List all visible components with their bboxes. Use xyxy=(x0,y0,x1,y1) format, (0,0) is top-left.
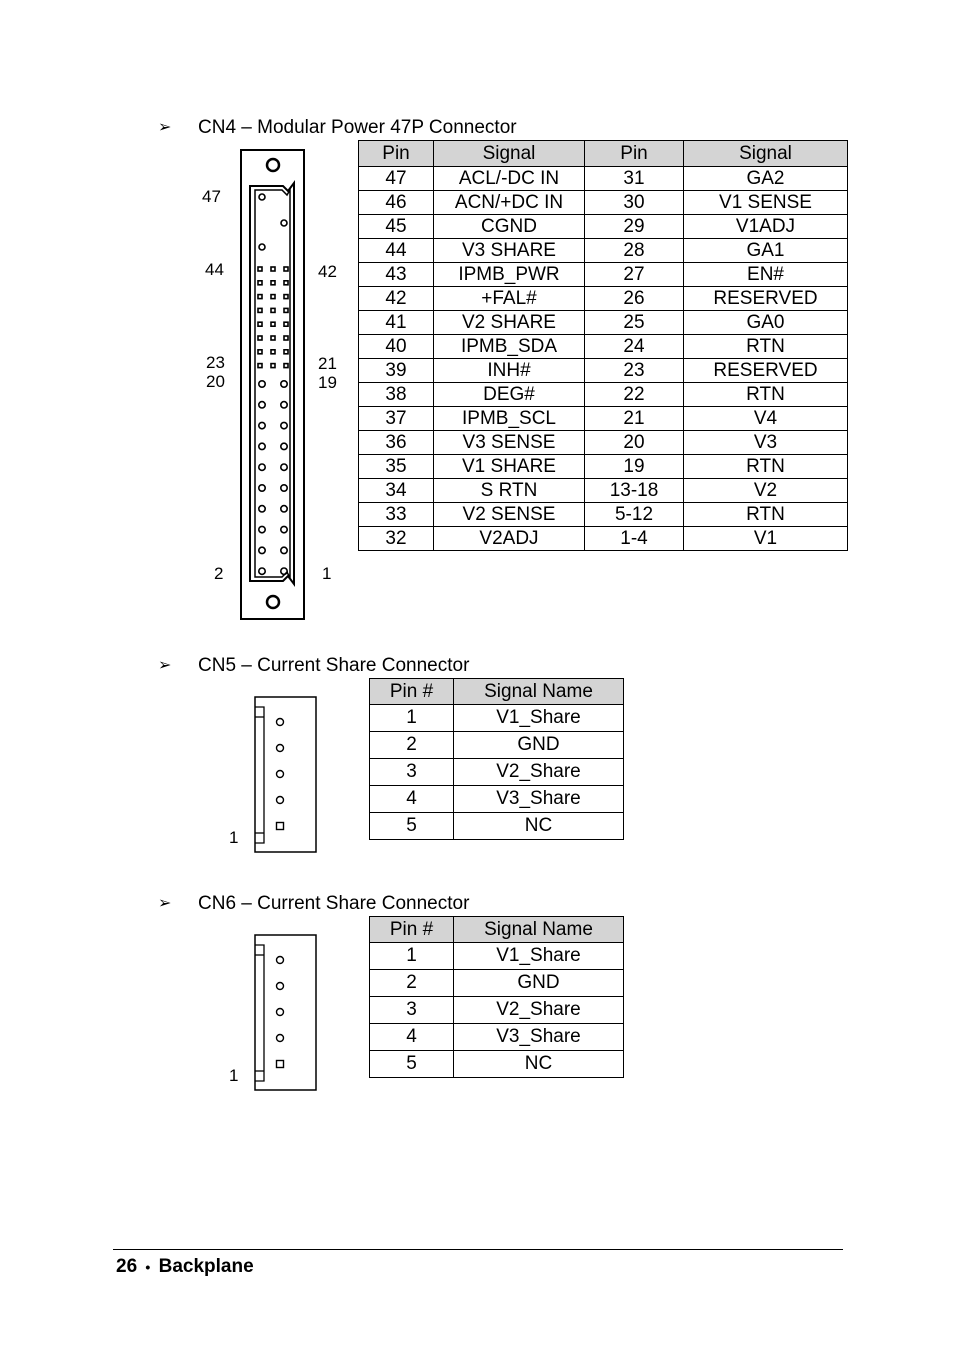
table-row xyxy=(359,263,848,287)
table-row xyxy=(359,383,848,407)
column-header-pin-number: Pin # xyxy=(370,679,454,705)
table-row xyxy=(359,407,848,431)
cn6-heading xyxy=(158,893,469,915)
table-row xyxy=(359,527,848,551)
signal-cell: RTN xyxy=(684,383,848,407)
table-row xyxy=(370,705,624,732)
signal-name-cell: V2_Share xyxy=(454,997,624,1024)
cn5-connector-diagram xyxy=(252,695,320,855)
signal-cell: CGND xyxy=(434,215,585,239)
signal-cell: V2 xyxy=(684,479,848,503)
arrowhead-bullet-icon: ➢ xyxy=(158,119,172,136)
signal-name-cell: GND xyxy=(454,732,624,759)
signal-name-cell: V3_Share xyxy=(454,786,624,813)
pin-cell: 47 xyxy=(359,167,434,191)
column-header-signal-name: Signal Name xyxy=(454,679,624,705)
table-row xyxy=(359,335,848,359)
signal-name-cell: NC xyxy=(454,813,624,840)
pin-number-cell: 4 xyxy=(370,1024,454,1051)
signal-cell: INH# xyxy=(434,359,585,383)
column-header-signal: Signal xyxy=(434,141,585,167)
pin-cell: 5-12 xyxy=(585,503,684,527)
pin-number-cell: 5 xyxy=(370,813,454,840)
table-row xyxy=(370,1024,624,1051)
signal-name-cell: V1_Share xyxy=(454,943,624,970)
footer-separator: • xyxy=(145,1259,151,1275)
signal-cell: EN# xyxy=(684,263,848,287)
signal-cell: V1 SHARE xyxy=(434,455,585,479)
pin-cell: 26 xyxy=(585,287,684,311)
pin-cell: 38 xyxy=(359,383,434,407)
pin-number-cell: 4 xyxy=(370,786,454,813)
pin-cell: 36 xyxy=(359,431,434,455)
cn6-pin-table xyxy=(369,916,624,1078)
table-row xyxy=(359,311,848,335)
cn6-connector-diagram xyxy=(252,933,320,1093)
column-header-pin-number: Pin # xyxy=(370,917,454,943)
cn5-header-row xyxy=(370,679,624,705)
pin-cell: 33 xyxy=(359,503,434,527)
pin-cell: 21 xyxy=(585,407,684,431)
cn6-pin1-label: 1 xyxy=(229,1066,239,1085)
arrowhead-bullet-icon: ➢ xyxy=(158,895,172,912)
signal-cell: GA1 xyxy=(684,239,848,263)
cn4-heading-text: CN4 – Modular Power 47P Connector xyxy=(198,117,517,138)
signal-cell: V1ADJ xyxy=(684,215,848,239)
pin-cell: 46 xyxy=(359,191,434,215)
pin-cell: 13-18 xyxy=(585,479,684,503)
pin-cell: 41 xyxy=(359,311,434,335)
pin-cell: 40 xyxy=(359,335,434,359)
table-row xyxy=(370,1051,624,1078)
pin-cell: 35 xyxy=(359,455,434,479)
table-row xyxy=(359,503,848,527)
signal-cell: +FAL# xyxy=(434,287,585,311)
table-row xyxy=(370,786,624,813)
pin-cell: 19 xyxy=(585,455,684,479)
pin-number-cell: 2 xyxy=(370,970,454,997)
pin-cell: 44 xyxy=(359,239,434,263)
pin-cell: 45 xyxy=(359,215,434,239)
pin-label-42: 42 xyxy=(318,262,337,281)
pin-number-cell: 2 xyxy=(370,732,454,759)
signal-cell: S RTN xyxy=(434,479,585,503)
column-header-pin: Pin xyxy=(359,141,434,167)
pin-cell: 1-4 xyxy=(585,527,684,551)
signal-cell: V1 xyxy=(684,527,848,551)
pin-cell: 32 xyxy=(359,527,434,551)
pin-cell: 23 xyxy=(585,359,684,383)
pin-label-19: 19 xyxy=(318,373,337,392)
signal-cell: V3 xyxy=(684,431,848,455)
signal-name-cell: V3_Share xyxy=(454,1024,624,1051)
cn4-heading xyxy=(158,117,517,139)
page-footer xyxy=(116,1256,254,1278)
table-row xyxy=(370,759,624,786)
table-row xyxy=(359,431,848,455)
pin-cell: 25 xyxy=(585,311,684,335)
signal-cell: V3 SHARE xyxy=(434,239,585,263)
pin-number-cell: 1 xyxy=(370,943,454,970)
pin-label-21: 21 xyxy=(318,354,337,373)
table-row xyxy=(359,239,848,263)
table-row xyxy=(359,359,848,383)
signal-name-cell: GND xyxy=(454,970,624,997)
signal-name-cell: V2_Share xyxy=(454,759,624,786)
table-row xyxy=(359,287,848,311)
signal-cell: V1 SENSE xyxy=(684,191,848,215)
footer-rule xyxy=(113,1249,843,1250)
table-row xyxy=(370,943,624,970)
signal-cell: V2 SHARE xyxy=(434,311,585,335)
pin-cell: 43 xyxy=(359,263,434,287)
signal-cell: IPMB_SCL xyxy=(434,407,585,431)
pin-label-1: 1 xyxy=(322,564,332,583)
signal-cell: DEG# xyxy=(434,383,585,407)
cn5-pin-table xyxy=(369,678,624,840)
signal-cell: RTN xyxy=(684,335,848,359)
table-row xyxy=(370,997,624,1024)
table-row xyxy=(359,215,848,239)
cn6-header-row xyxy=(370,917,624,943)
pin-number-cell: 5 xyxy=(370,1051,454,1078)
pin-cell: 34 xyxy=(359,479,434,503)
table-row xyxy=(359,167,848,191)
pin-cell: 20 xyxy=(585,431,684,455)
cn4-pin-table xyxy=(358,140,848,551)
table-row xyxy=(359,479,848,503)
pin-cell: 39 xyxy=(359,359,434,383)
cn5-heading-text: CN5 – Current Share Connector xyxy=(198,655,470,676)
signal-cell: GA2 xyxy=(684,167,848,191)
pin-cell: 42 xyxy=(359,287,434,311)
signal-name-cell: V1_Share xyxy=(454,705,624,732)
table-row xyxy=(370,732,624,759)
pin-label-47: 47 xyxy=(202,187,221,206)
signal-cell: V2 SENSE xyxy=(434,503,585,527)
pin-label-23: 23 xyxy=(206,353,225,372)
pin-label-20: 20 xyxy=(206,372,225,391)
pin-label-44: 44 xyxy=(205,260,224,279)
pin-cell: 29 xyxy=(585,215,684,239)
signal-cell: V3 SENSE xyxy=(434,431,585,455)
arrowhead-bullet-icon: ➢ xyxy=(158,657,172,674)
signal-cell: IPMB_PWR xyxy=(434,263,585,287)
cn4-header-row xyxy=(359,141,848,167)
pin-label-2: 2 xyxy=(214,564,224,583)
cn6-heading-text: CN6 – Current Share Connector xyxy=(198,893,470,914)
signal-name-cell: NC xyxy=(454,1051,624,1078)
cn5-pin1-label: 1 xyxy=(229,828,239,847)
cn5-heading xyxy=(158,655,469,677)
signal-cell: GA0 xyxy=(684,311,848,335)
pin-cell: 37 xyxy=(359,407,434,431)
column-header-signal: Signal xyxy=(684,141,848,167)
table-row xyxy=(370,970,624,997)
cn4-connector-diagram xyxy=(238,148,308,622)
pin-number-cell: 3 xyxy=(370,997,454,1024)
signal-cell: V2ADJ xyxy=(434,527,585,551)
signal-cell: RESERVED xyxy=(684,359,848,383)
pin-cell: 30 xyxy=(585,191,684,215)
signal-cell: RTN xyxy=(684,503,848,527)
pin-cell: 31 xyxy=(585,167,684,191)
footer-section-title: Backplane xyxy=(158,1256,254,1277)
signal-cell: ACN/+DC IN xyxy=(434,191,585,215)
pin-cell: 24 xyxy=(585,335,684,359)
table-row xyxy=(359,455,848,479)
pin-cell: 28 xyxy=(585,239,684,263)
signal-cell: IPMB_SDA xyxy=(434,335,585,359)
signal-cell: V4 xyxy=(684,407,848,431)
pin-cell: 27 xyxy=(585,263,684,287)
pin-number-cell: 3 xyxy=(370,759,454,786)
column-header-pin: Pin xyxy=(585,141,684,167)
table-row xyxy=(370,813,624,840)
signal-cell: ACL/-DC IN xyxy=(434,167,585,191)
signal-cell: RESERVED xyxy=(684,287,848,311)
table-row xyxy=(359,191,848,215)
signal-cell: RTN xyxy=(684,455,848,479)
pin-number-cell: 1 xyxy=(370,705,454,732)
page-number: 26 xyxy=(116,1256,138,1277)
pin-cell: 22 xyxy=(585,383,684,407)
column-header-signal-name: Signal Name xyxy=(454,917,624,943)
